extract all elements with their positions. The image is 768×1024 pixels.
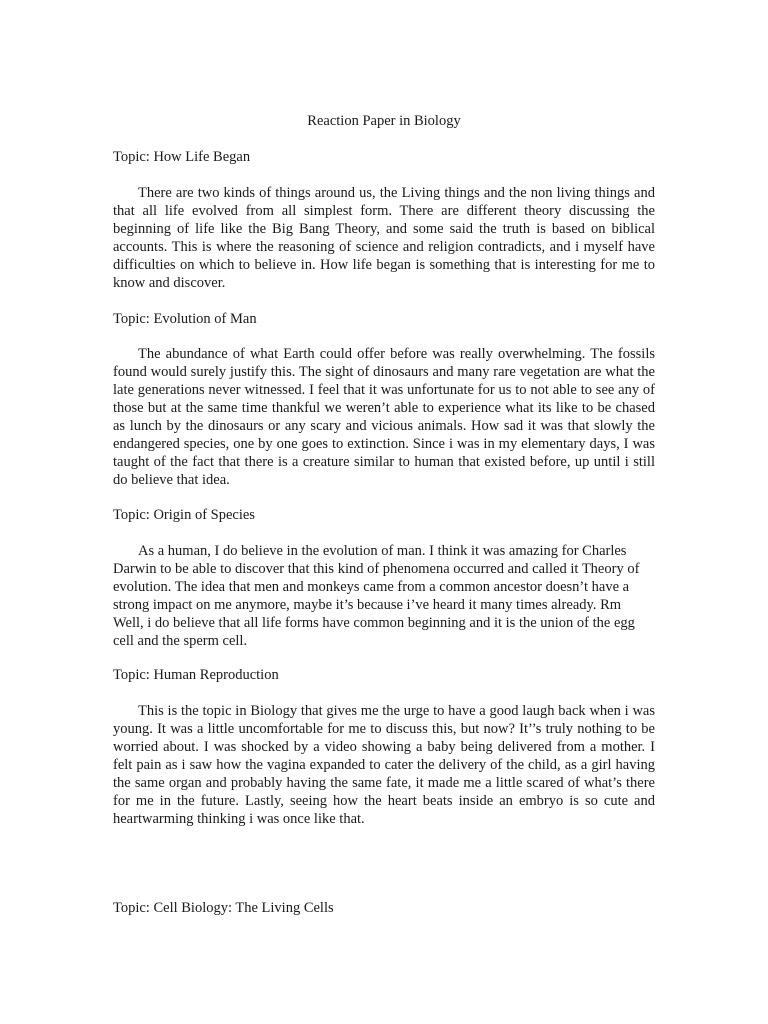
topic-origin-of-species: Topic: Origin of Species (113, 507, 255, 523)
document-title: Reaction Paper in Biology (307, 113, 461, 129)
paragraph-origin-of-species: As a human, I do believe in the evolution of man. I think it was amazing for Charles Darwin to be able to discover that this kind of phenomena occurred and called it Theory of evolution. The idea that men and monkeys came from a common ancestor doesn’t have a strong impact on me anymore, maybe it’s because i’ve heard it many times already. Rm Well, i do believe that all life forms have common beginning and it is the union of the egg cell and the sperm cell. (113, 543, 640, 649)
paragraph-how-life-began: There are two kinds of things around us, the Living things and the non living things and that all life evolved from all simplest form. There are different theory discussing the beginning of life like the Big Bang Theory, and some said the truth is based on biblical accounts. This is where the reasoning of science and religion contradicts, and i myself have difficulties on which to believe in. How life began is something that is interesting for me to know and discover. (113, 185, 655, 291)
topic-cell-biology: Topic: Cell Biology: The Living Cells (113, 900, 334, 916)
topic-human-reproduction: Topic: Human Reproduction (113, 667, 279, 683)
topic-evolution-of-man: Topic: Evolution of Man (113, 311, 257, 327)
paragraph-human-reproduction: This is the topic in Biology that gives me the urge to have a good laugh back when i was young. It was a little uncomfortable for me to discuss this, but now? It’’s truly nothing to be worried about. I was shocked by a video showing a baby being delivered from a mother. I felt pain as i saw how the vagina expanded to cater the delivery of the child, as a girl having the same organ and probably having the same fate, it made me a little scared of what’s there for me in the future. Lastly, seeing how the heart beats inside an embryo is so cute and heartwarming thinking i was once like that. (113, 703, 655, 827)
topic-how-life-began: Topic: How Life Began (113, 149, 251, 165)
paragraph-evolution-of-man: The abundance of what Earth could offer before was really overwhelming. The fossils found would surely justify this. The sight of dinosaurs and many rare vegetation are what the late generations never witnessed. I feel that it was unfortunate for us to not able to see any of those but at the same time thankful we weren’t able to experience what its like to be chased as lunch by the dinosaurs or any scary and vicious animals. How sad it was that slowly the endangered species, one by one goes to extinction. Since i was in my elementary days, I was taught of the fact that there is a creature similar to human that existed before, up until i still do believe that idea. (113, 346, 655, 488)
